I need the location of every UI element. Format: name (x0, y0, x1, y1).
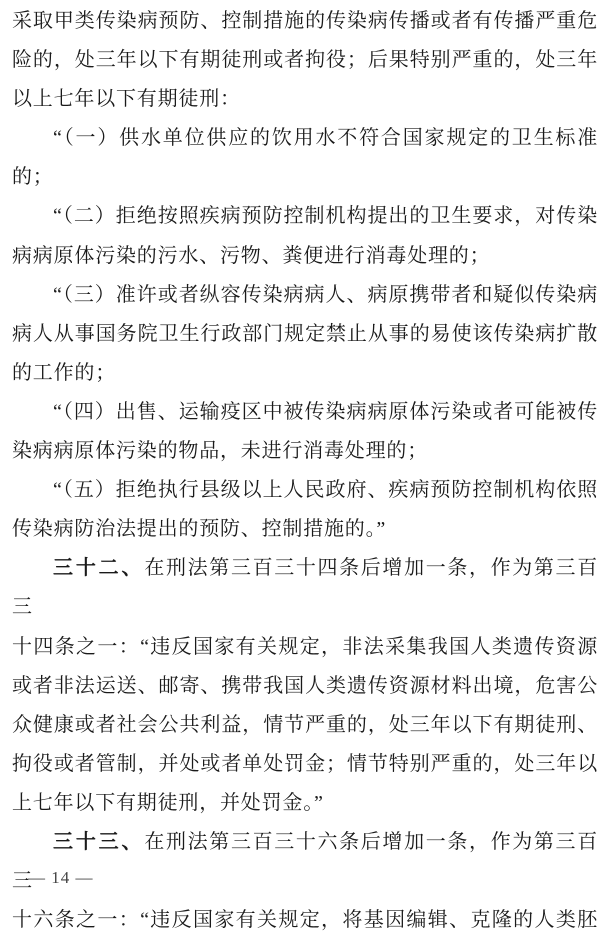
text-line: 的工作的； (12, 361, 116, 384)
text-line: “（五）拒绝执行县级以上人民政府、疾病预防控制机构依照 (53, 479, 598, 502)
text-line: 上七年以下有期徒刑，并处罚金。” (12, 791, 324, 814)
text-line: “（三）准许或者纵容传染病病人、病原携带者和疑似传染病 (53, 283, 598, 306)
text-line: 或者非法运送、邮寄、携带我国人类遗传资源材料出境，危害公 (12, 674, 598, 697)
text-line: 险的，处三年以下有期徒刑或者拘役；后果特别严重的，处三年 (12, 49, 598, 72)
text-line: 病人从事国务院卫生行政部门规定禁止从事的易使该传染病扩散 (12, 322, 598, 345)
text-line: 的； (12, 166, 54, 189)
text-line: 传染病防治法提出的预防、控制措施的。” (12, 518, 387, 541)
text-block (12, 2, 598, 940)
text-line: 众健康或者社会公共利益，情节严重的，处三年以下有期徒刑、 (12, 713, 598, 736)
article-number: 三十三、 (53, 830, 145, 853)
text-line: 十四条之一：“违反国家有关规定，非法采集我国人类遗传资源 (12, 635, 598, 658)
text-line: 十六条之一：“违反国家有关规定，将基因编辑、克隆的人类胚 (12, 909, 598, 932)
text-line: 三十二、在刑法第三百三十四条后增加一条，作为第三百三 (12, 557, 598, 619)
page-number: — 14 — (28, 868, 94, 887)
text-line: 拘役或者管制，并处或者单处罚金；情节特别严重的，处三年以 (12, 752, 598, 775)
text-line: 以上七年以下有期徒刑： (12, 88, 241, 111)
text-line: 采取甲类传染病预防、控制措施的传染病传播或者有传播严重危 (12, 10, 598, 32)
text-line: 染病病原体污染的物品，未进行消毒处理的； (12, 440, 428, 463)
article-number: 三十二、 (53, 557, 145, 580)
text-line: 病病原体污染的污水、污物、粪便进行消毒处理的； (12, 244, 491, 267)
text-line: “（二）拒绝按照疾病预防控制机构提出的卫生要求，对传染 (53, 205, 598, 228)
text-line: “（一）供水单位供应的饮用水不符合国家规定的卫生标准 (53, 127, 598, 150)
text-line: 三十三、在刑法第三百三十六条后增加一条，作为第三百三 (12, 830, 598, 893)
text-line: “（四）出售、运输疫区中被传染病病原体污染或者可能被传 (53, 400, 598, 423)
